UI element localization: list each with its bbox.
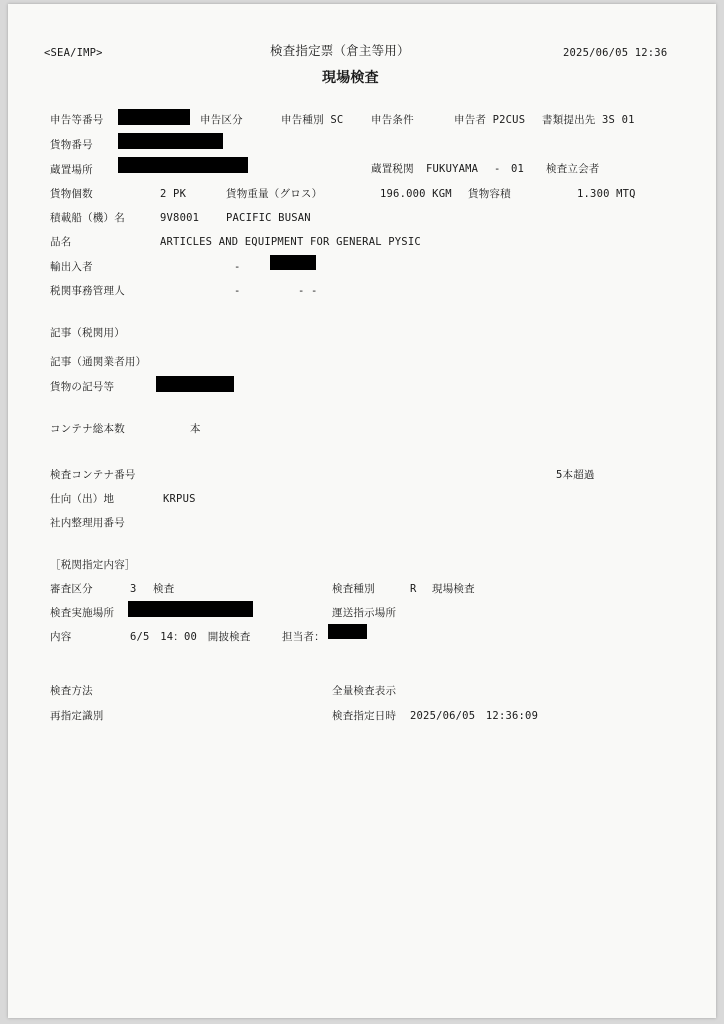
declarant: 申告者 P2CUS — [454, 114, 526, 126]
cargo-no-label: 貨物番号 — [50, 139, 93, 151]
content-value: 6/5 14：00 開披検査 — [130, 631, 251, 643]
inspection-place-label: 検査実施場所 — [50, 607, 115, 619]
bonded-customs-value: FUKUYAMA — [426, 163, 479, 175]
declaration-type: 申告種別 SC — [281, 114, 344, 126]
redaction-block — [118, 157, 248, 173]
redaction-block — [118, 133, 223, 149]
vessel-label: 積載船（機）名 — [50, 212, 125, 224]
full-inspection-label: 全量検査表示 — [332, 685, 397, 697]
importer-dash: - — [234, 261, 241, 273]
redaction-block — [156, 376, 234, 392]
print-datetime: 2025/06/05 12:36 — [563, 47, 668, 59]
volume-label: 貨物容積 — [468, 188, 511, 200]
vessel-name: PACIFIC BUSAN — [226, 212, 311, 224]
transport-place-label: 運送指示場所 — [332, 607, 397, 619]
internal-no-label: 社内整理用番号 — [50, 517, 125, 529]
inspection-type-value: 現場検査 — [432, 583, 475, 595]
container-count-unit: 本 — [190, 423, 201, 435]
page-subtitle: 現場検査 — [322, 70, 379, 86]
packages-label: 貨物個数 — [50, 188, 93, 200]
declaration-no-label: 申告等番号 — [50, 114, 104, 126]
bonded-customs-dash: - — [494, 163, 501, 175]
inspection-method-label: 検査方法 — [50, 685, 93, 697]
re-designation-label: 再指定識別 — [50, 710, 104, 722]
vessel-code: 9V8001 — [160, 212, 200, 224]
customs-broker-label: 税関事務管理人 — [50, 285, 125, 297]
redaction-block — [328, 624, 367, 639]
inspection-witness-label: 検査立会者 — [546, 163, 600, 175]
packages-value: 2 PK — [160, 188, 187, 200]
inspection-container-label: 検査コンテナ番号 — [50, 469, 136, 481]
volume-value: 1.300 MTQ — [577, 188, 636, 200]
inspection-type-code: R — [410, 583, 417, 595]
redaction-block — [128, 601, 253, 617]
cargo-marks-label: 貨物の記号等 — [50, 381, 115, 393]
designated-datetime-label: 検査指定日時 — [332, 710, 397, 722]
destination-label: 仕向（出）地 — [50, 493, 115, 505]
destination-value: KRPUS — [163, 493, 196, 505]
customs-broker-dash: - - — [298, 285, 318, 297]
goods-label: 品名 — [50, 236, 72, 248]
review-code: 3 — [130, 583, 137, 595]
submission-office: 書類提出先 3S 01 — [542, 114, 635, 126]
declaration-kubun-label: 申告区分 — [200, 114, 243, 126]
declaration-condition-label: 申告条件 — [371, 114, 414, 126]
section-heading: ［税関指定内容］ — [50, 559, 136, 571]
importer-label: 輸出入者 — [50, 261, 93, 273]
designated-datetime-value: 2025/06/05 12:36:09 — [410, 710, 539, 722]
redaction-block — [270, 255, 316, 270]
container-count-label: コンテナ総本数 — [50, 423, 125, 435]
customs-broker-dash: - — [234, 285, 241, 297]
officer-label: 担当者： — [282, 631, 325, 643]
note-customs-label: 記事（税関用） — [50, 327, 125, 339]
goods-description: ARTICLES AND EQUIPMENT FOR GENERAL PYSIC — [160, 236, 421, 248]
content-label: 内容 — [50, 631, 72, 643]
mode-label: <SEA/IMP> — [44, 47, 103, 59]
inspection-type-label: 検査種別 — [332, 583, 375, 595]
bonded-customs-label: 蔵置税関 — [371, 163, 414, 175]
inspection-designation-sheet — [8, 4, 716, 1018]
gross-weight-value: 196.000 KGM — [380, 188, 452, 200]
gross-weight-label: 貨物重量（グロス） — [226, 188, 323, 200]
over-five-note: 5本超過 — [556, 469, 595, 481]
bonded-customs-code: 01 — [511, 163, 525, 175]
review-label: 審査区分 — [50, 583, 93, 595]
review-value: 検査 — [153, 583, 175, 595]
note-broker-label: 記事（通関業者用） — [50, 356, 147, 368]
redaction-block — [118, 109, 190, 125]
bonded-place-label: 蔵置場所 — [50, 164, 93, 176]
document-title: 検査指定票（倉主等用） — [270, 43, 410, 58]
